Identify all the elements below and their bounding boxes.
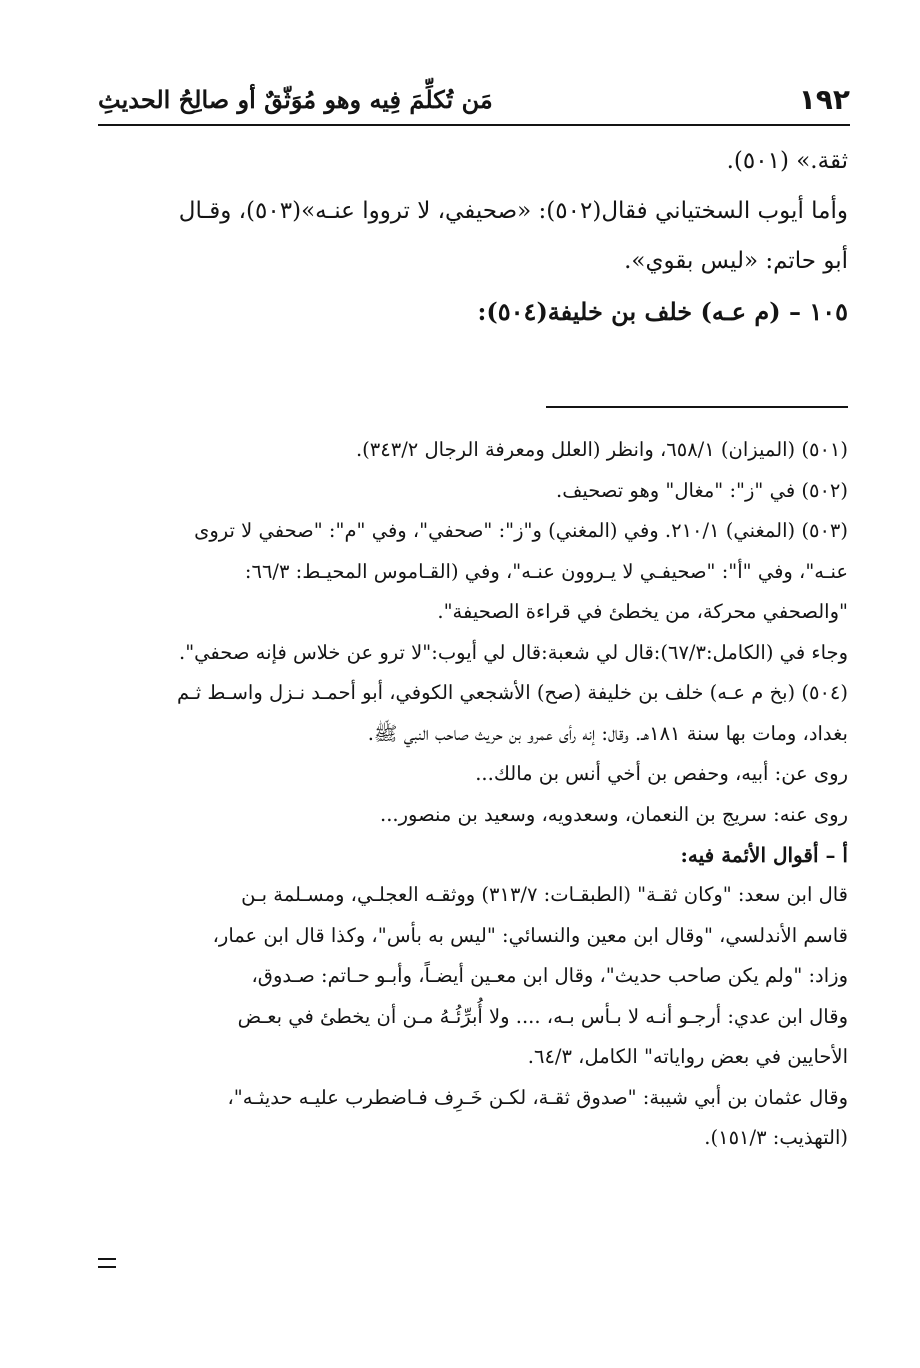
- footnote-line: (٥٠١) (الميزان) ٦٥٨/١، وانظر (العلل ومعرفة الرجال ٣٤٣/٢).: [355, 438, 848, 461]
- footnote-line: (٥٠٤) (بخ م عـه) خلف بن خليفة (صح) الأشجعي الكوفي، أبو أحمـد نـزل واسـط ثـم: [177, 681, 848, 704]
- footnote-line: عنـه"، وفي "أ": "صحيفـي لا يـروون عنـه"، وفي (القـاموس المحيـط: ٦٦/٣:: [244, 559, 848, 583]
- footnote-line: قال ابن سعد: "وكان ثقـة" (الطبقـات: ٣١٣/٧) ووثقـه العجلـي، ومسـلمة بـن: [241, 883, 848, 906]
- footnote-separator: [546, 406, 848, 408]
- footnote-line: "والصحفي محركة، من يخطئ في قراءة الصحيفة".: [437, 600, 848, 623]
- footnote-line: وزاد: "ولم يكن صاحب حديث"، وقال ابن معـين أيضـاً، وأبـو حـاتم: صـدوق،: [251, 964, 848, 987]
- footnote-line: وقال عثمان بن أبي شيبة: "صدوق ثقـة، لكـن خَـرِف فـاضطرب عليـه حديثـه"،: [227, 1085, 848, 1109]
- running-title: مَن تُكلِّمَ فِيه وهو مُوَثّقٌ أو صالِحُ الحديثِ: [98, 85, 493, 114]
- footnote-line: روى عنه: سريج بن النعمان، وسعدويه، وسعيد بن منصور...: [380, 802, 848, 826]
- footnote-line: (التهذيب: ١٥١/٣).: [704, 1126, 848, 1149]
- footnote-line: بغداد، ومات بها سنة ١٨١هـ. وقال: إنه رأى عمرو بن حريث صاحب النبي ﷺ.: [367, 721, 848, 745]
- page-number: ١٩٢: [798, 83, 850, 116]
- footnote-line: (٥٠٣) (المغني) ٢١٠/١. وفي (المغني) و"ز": "صحفي"، وفي "م": "صحفي لا تروى: [194, 519, 848, 542]
- footnote-line: وقال ابن عدي: أرجـو أنـه لا بـأس بـه، .... ولا أُبرِّئُـهُ مـن أن يخطئ في بعـض: [237, 1004, 848, 1028]
- footnotes: [100, 430, 848, 1159]
- footnote-line: قاسم الأندلسي، "وقال ابن معين والنسائي: "ليس به بأس"، وكذا قال ابن عمار،: [212, 923, 848, 947]
- footnote-line: روى عن: أبيه، وحفص بن أخي أنس بن مالك...: [475, 762, 848, 785]
- text-line: وأما أيوب السختياني فقال(٥٠٢): «صحيفي، لا ترووا عنـه»(٥٠٣)، وقـال: [178, 198, 848, 224]
- continuation-mark: [98, 1258, 116, 1268]
- text-line: أبو حاتم: «ليس بقوي».: [624, 248, 848, 274]
- entry-heading: ١٠٥ – (م عـه) خلف بن خليفة(٥٠٤):: [477, 297, 848, 326]
- page-header: [98, 78, 850, 122]
- header-rule: [98, 124, 850, 126]
- footnote-subheading: أ – أقوال الأئمة فيه:: [680, 843, 848, 867]
- text-line: ثقة.» (٥٠١).: [726, 148, 848, 174]
- footnote-line: الأحايين في بعض رواياته" الكامل، ٦٤/٣.: [527, 1045, 848, 1068]
- footnote-line: (٥٠٢) في "ز": "مغال" وهو تصحيف.: [556, 478, 848, 502]
- footnote-line: وجاء في (الكامل:٦٧/٣):قال لي شعبة:قال لي أيوب:"لا ترو عن خلاس فإنه صحفي".: [179, 640, 848, 664]
- main-text: [100, 140, 848, 336]
